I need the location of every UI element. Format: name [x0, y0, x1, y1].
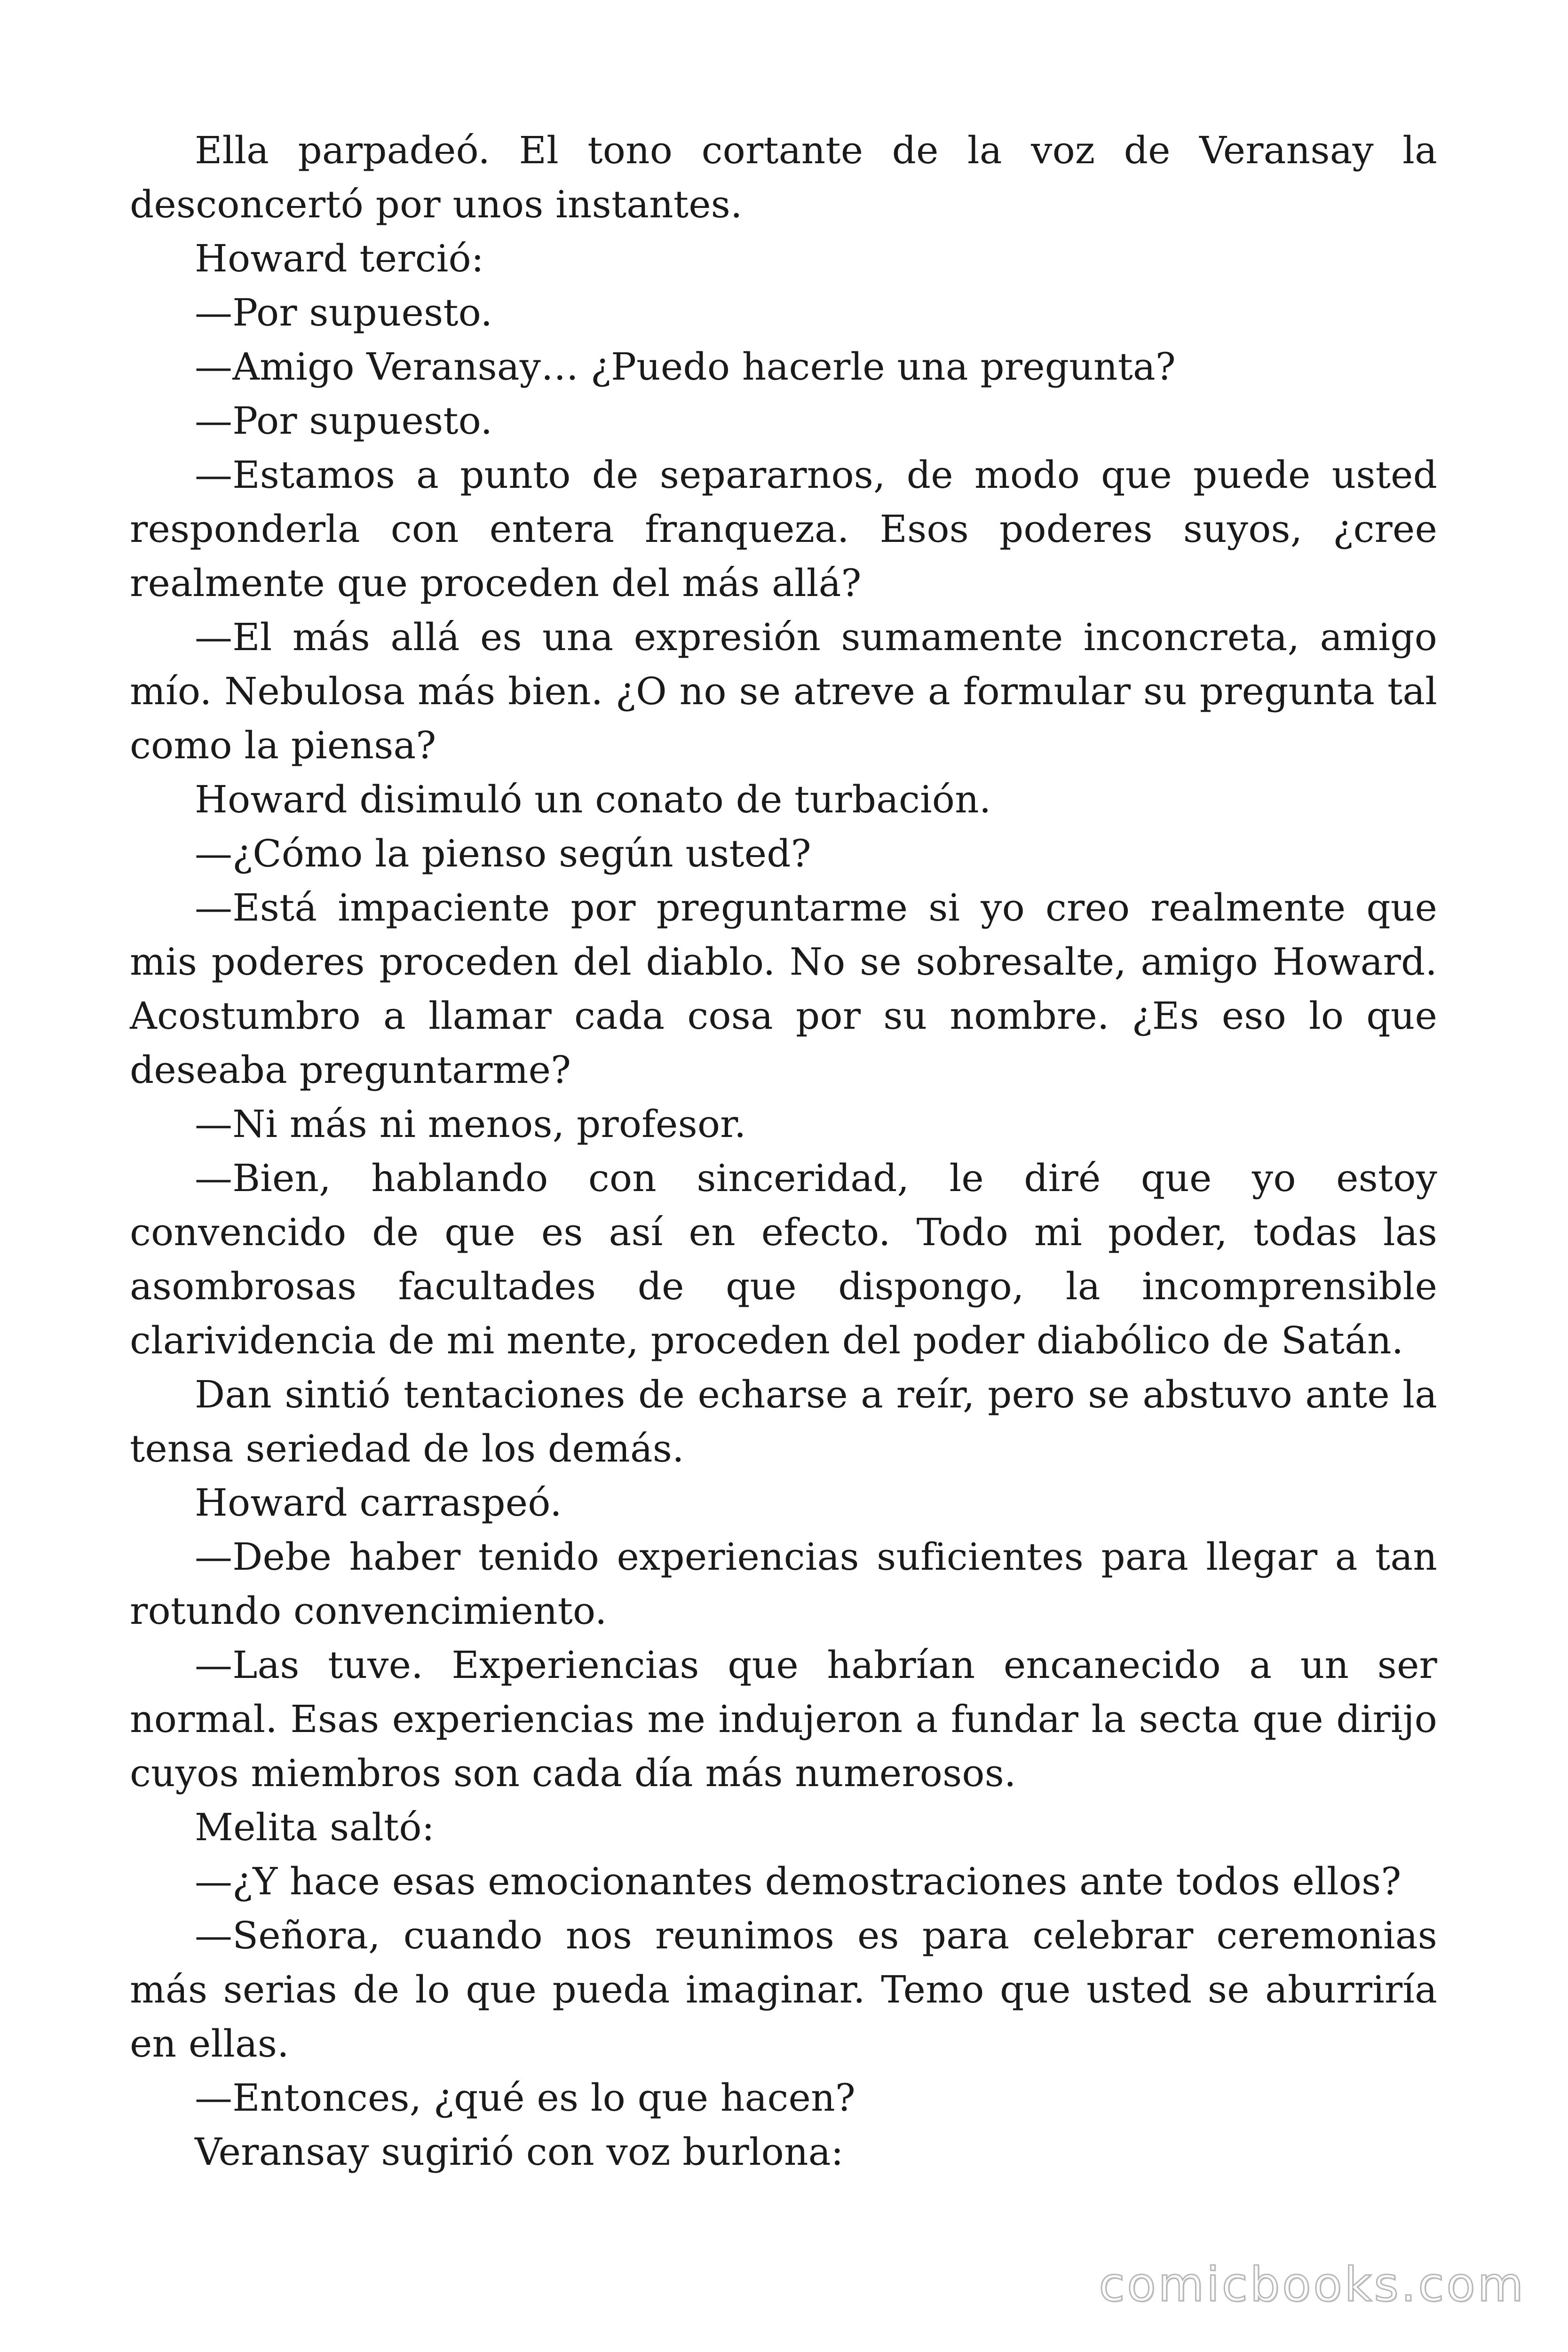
paragraph: —Señora, cuando nos reunimos es para celebrar ceremonias más serias de lo que pueda imaginar. Temo que usted se aburriría en ellas. — [130, 1914, 1437, 2066]
paragraph: Veransay sugirió con voz burlona: — [195, 2130, 844, 2174]
paragraph: —Estamos a punto de separarnos, de modo que puede usted responderla con entera franqueza. Esos poderes suyos, ¿cree realmente que proceden del más allá? — [130, 453, 1437, 605]
paragraph: Howard terció: — [195, 237, 484, 280]
paragraph: Howard disimuló un conato de turbación. — [195, 778, 991, 821]
paragraph: —Debe haber tenido experiencias suficientes para llegar a tan rotundo convencimiento. — [130, 1535, 1437, 1633]
paragraph: —Por supuesto. — [195, 399, 493, 443]
paragraph: —¿Cómo la pienso según usted? — [195, 832, 811, 875]
paragraph: Ella parpadeó. El tono cortante de la voz de Veransay la desconcertó por unos instantes. — [130, 128, 1437, 226]
paragraph: —Las tuve. Experiencias que habrían encanecido a un ser normal. Esas experiencias me indujeron a fundar la secta que dirijo cuyos miembros son cada día más numerosos. — [130, 1643, 1437, 1795]
paragraph: —¿Y hace esas emocionantes demostraciones ante todos ellos? — [195, 1859, 1402, 1903]
paragraph: —Ni más ni menos, profesor. — [195, 1102, 746, 1146]
watermark: comicbooks.com — [1099, 2257, 1526, 2312]
paragraph: —Entonces, ¿qué es lo que hacen? — [195, 2076, 855, 2120]
paragraph: —Bien, hablando con sinceridad, le diré que yo estoy convencido de que es así en efecto. Todo mi poder, todas las asombrosas facultades de que dispongo, la incomprensible clarividencia de mi mente, proceden del poder diabólico de Satán. — [130, 1156, 1437, 1362]
paragraph: —Está impaciente por preguntarme si yo creo realmente que mis poderes proceden del diablo. No se sobresalte, amigo Howard. Acostumbro a llamar cada cosa por su nombre. ¿Es eso lo que deseaba preguntarme? — [130, 886, 1437, 1092]
paragraph: —El más allá es una expresión sumamente inconcreta, amigo mío. Nebulosa más bien. ¿O no se atreve a formular su pregunta tal como la piensa? — [130, 615, 1437, 767]
book-page-text — [130, 123, 1437, 2179]
paragraph: Howard carraspeó. — [195, 1481, 562, 1525]
paragraph: —Por supuesto. — [195, 291, 493, 334]
paragraph: Dan sintió tentaciones de echarse a reír, pero se abstuvo ante la tensa seriedad de los demás. — [130, 1373, 1437, 1470]
paragraph: Melita saltó: — [195, 1805, 435, 1849]
paragraph: —Amigo Veransay… ¿Puedo hacerle una pregunta? — [195, 345, 1176, 389]
